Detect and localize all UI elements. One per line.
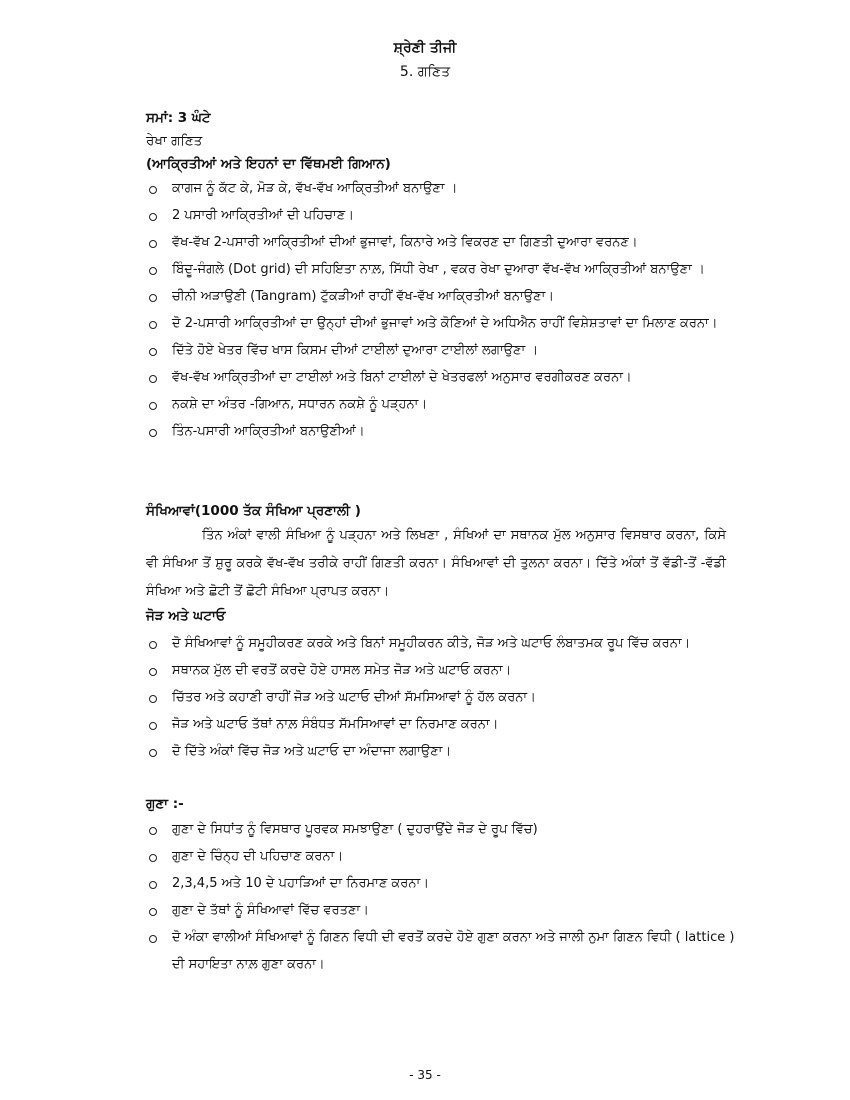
geometry-subheading: (ਆਕ੍ਰਿਤੀਆਂ ਅਤੇ ਇਹਨਾਂ ਦਾ ਵਿੱਥਮਈ ਗਿਆਨ): [146, 156, 391, 172]
list-item: ਦੋ ਦਿੱਤੇ ਅੰਕਾਂ ਵਿੱਚ ਜੋੜ ਅਤੇ ਘਟਾਓ ਦਾ ਅੰਦਾਜਾ ਲਗਾਉਣਾ।: [146, 738, 736, 765]
numbers-paragraph: ਤਿੰਨ ਅੰਕਾਂ ਵਾਲੀ ਸੰਖਿਆ ਨੂੰ ਪੜ੍ਹਨਾ ਅਤੇ ਲਿਖਣਾ , ਸੰਖਿਆਂ ਦਾ ਸਥਾਨਕ ਮੁੱਲ ਅਨੁਸਾਰ ਵਿਸਥਾਰ ਕਰਨਾ, ਕਿਸੇ ਵੀ ਸੰਖਿਆ ਤੋਂ ਸ਼ੁਰੂ ਕਰਕੇ ਵੱਖ-ਵੱਖ ਤਰੀਕੇ ਰਾਹੀਂ ਗਿਣਤੀ ਕਰਨਾ। ਸੰਖਿਆਵਾਂ ਦੀ ਤੁਲਨਾ ਕਰਨਾ। ਦਿੱਤੇ ਅੰਕਾਂ ਤੋਂ ਵੱਡੀ-ਤੋਂ -ਵੱਡੀ ਸੰਖਿਆ ਅਤੇ ਛੋਟੀ ਤੋਂ ਛੋਟੀ ਸੰਖਿਆ ਪ੍ਰਾਪਤ ਕਰਨਾ।: [146, 528, 726, 599]
page-title: ਸ਼੍ਰੇਣੀ ਤੀਜੀ: [393, 40, 457, 56]
time-allotted: ਸਮਾਂ: 3 ਘੰਟੇ: [146, 110, 211, 126]
numbers-heading: ਸੰਖਿਆਵਾਂ(1000 ਤੱਕ ਸੰਖਿਆ ਪ੍ਰਣਾਲੀ ): [146, 503, 361, 519]
list-item: ਸਥਾਨਕ ਮੁੱਲ ਦੀ ਵਰਤੋਂ ਕਰਦੇ ਹੋਏ ਹਾਸਲ ਸਮੇਤ ਜੋੜ ਅਤੇ ਘਟਾਓ ਕਰਨਾ।: [146, 657, 736, 684]
list-item: ਚੀਨੀ ਅੜਾਉਣੀ (Tangram) ਟੁੱਕੜੀਆਂ ਰਾਹੀਂ ਵੱਖ-ਵੱਖ ਆਕ੍ਰਿਤੀਆਂ ਬਨਾਉਣਾ।: [146, 283, 736, 310]
list-item: ਦੋ ਅੰਕਾ ਵਾਲੀਆਂ ਸੰਖਿਆਵਾਂ ਨੂੰ ਗਿਣਨ ਵਿਧੀ ਦੀ ਵਰਤੋਂ ਕਰਦੇ ਹੋਏ ਗੁਣਾ ਕਰਨਾ ਅਤੇ ਜਾਲੀ ਨੁਮਾ ਗਿਣਨ ਵਿਧੀ ( lattice ) ਦੀ ਸਹਾਇਤਾ ਨਾਲ਼ ਗੁਣਾ ਕਰਨਾ।: [146, 924, 736, 978]
geometry-list: [146, 175, 736, 445]
list-item: ਕਾਗਜ ਨੂੰ ਕੱਟ ਕੇ, ਮੋੜ ਕੇ, ਵੱਖ-ਵੱਖ ਆਕ੍ਰਿਤੀਆਂ ਬਨਾਉਣਾ ।: [146, 175, 736, 202]
page-number: - 35 -: [409, 1068, 441, 1082]
geometry-heading: ਰੇਖਾ ਗਣਿਤ: [146, 133, 203, 149]
page-subtitle: 5. ਗਣਿਤ: [399, 64, 451, 80]
list-item: ਗੁਣਾ ਦੇ ਤੱਥਾਂ ਨੂੰ ਸੰਖਿਆਵਾਂ ਵਿੱਚ ਵਰਤਣਾ।: [146, 897, 736, 924]
list-item: ਗੁਣਾ ਦੇ ਚਿੰਨ੍ਹ ਦੀ ਪਹਿਚਾਣ ਕਰਨਾ।: [146, 843, 736, 870]
list-item: 2 ਪਸਾਰੀ ਆਕ੍ਰਿਤੀਆਂ ਦੀ ਪਹਿਚਾਣ।: [146, 202, 736, 229]
addsub-heading: ਜੋੜ ਅਤੇ ਘਟਾਓ: [146, 608, 226, 624]
list-item: 2,3,4,5 ਅਤੇ 10 ਦੇ ਪਹਾੜਿਆਂ ਦਾ ਨਿਰਮਾਣ ਕਰਨਾ।: [146, 870, 736, 897]
multiplication-list: [146, 816, 736, 978]
list-item: ਦੋ 2-ਪਸਾਰੀ ਆਕ੍ਰਿਤੀਆਂ ਦਾ ਉਨ੍ਹਾਂ ਦੀਆਂ ਭੁਜਾਵਾਂ ਅਤੇ ਕੋਣਿਆਂ ਦੇ ਅਧਿਐਨ ਰਾਹੀਂ ਵਿਸ਼ੇਸ਼ਤਾਵਾਂ ਦਾ ਮਿਲਾਣ ਕਰਨਾ।: [146, 310, 736, 337]
list-item: ਦਿੱਤੇ ਹੋਏ ਖੇਤਰ ਵਿੱਚ ਖਾਸ ਕਿਸਮ ਦੀਆਂ ਟਾਈਲਾਂ ਦੁਆਰਾ ਟਾਈਲਾਂ ਲਗਾਉਣਾ ।: [146, 337, 736, 364]
list-item: ਵੱਖ-ਵੱਖ 2-ਪਸਾਰੀ ਆਕ੍ਰਿਤੀਆਂ ਦੀਆਂ ਭੁਜਾਵਾਂ, ਕਿਨਾਰੇ ਅਤੇ ਵਿਕਰਣ ਦਾ ਗਿਣਤੀ ਦੁਆਰਾ ਵਰਨਣ।: [146, 229, 736, 256]
multiplication-heading: ਗੁਣਾ :-: [146, 796, 184, 812]
list-item: ਨਕਸ਼ੇ ਦਾ ਅੰਤਰ -ਗਿਆਨ, ਸਧਾਰਨ ਨਕਸ਼ੇ ਨੂੰ ਪੜ੍ਹਨਾ।: [146, 391, 736, 418]
list-item: ਦੋ ਸੰਖਿਆਵਾਂ ਨੂੰ ਸਮੂਹੀਕਰਣ ਕਰਕੇ ਅਤੇ ਬਿਨਾਂ ਸਮੂਹੀਕਰਨ ਕੀਤੇ, ਜੋੜ ਅਤੇ ਘਟਾਓ ਲੰਬਾਤਮਕ ਰੂਪ ਵਿੱਚ ਕਰਨਾ।: [146, 630, 736, 657]
list-item: ਬਿੰਦੂ-ਜੰਗਲੇ (Dot grid) ਦੀ ਸਹਿਇਤਾ ਨਾਲ਼, ਸਿੱਧੀ ਰੇਖਾ , ਵਕਰ ਰੇਖਾ ਦੁਆਰਾ ਵੱਖ-ਵੱਖ ਆਕ੍ਰਿਤੀਆਂ ਬਨਾਉਣਾ ।: [146, 256, 736, 283]
list-item: ਗੁਣਾ ਦੇ ਸਿਧਾਂਤ ਨੂੰ ਵਿਸਥਾਰ ਪੂਰਵਕ ਸਮਝਾਉਣਾ ( ਦੁਹਰਾਉਂਦੇ ਜੋੜ ਦੇ ਰੂਪ ਵਿੱਚ): [146, 816, 736, 843]
addsub-list: [146, 630, 736, 765]
list-item: ਚਿੱਤਰ ਅਤੇ ਕਹਾਣੀ ਰਾਹੀਂ ਜੋੜ ਅਤੇ ਘਟਾਓ ਦੀਆਂ ਸੱਮਸਿਆਵਾਂ ਨੂੰ ਹੱਲ ਕਰਨਾ।: [146, 684, 736, 711]
list-item: ਤਿੰਨ-ਪਸਾਰੀ ਆਕ੍ਰਿਤੀਆਂ ਬਨਾਉਣੀਆਂ।: [146, 418, 736, 445]
list-item: ਜੋੜ ਅਤੇ ਘਟਾਓ ਤੱਥਾਂ ਨਾਲ਼ ਸੰਬੰਧਤ ਸੱਮਸਿਆਵਾਂ ਦਾ ਨਿਰਮਾਣ ਕਰਨਾ।: [146, 711, 736, 738]
list-item: ਵੱਖ-ਵੱਖ ਆਕ੍ਰਿਤੀਆਂ ਦਾ ਟਾਈਲਾਂ ਅਤੇ ਬਿਨਾਂ ਟਾਈਲਾਂ ਦੇ ਖੇਤਰਫਲਾਂ ਅਨੁਸਾਰ ਵਰਗੀਕਰਣ ਕਰਨਾ।: [146, 364, 736, 391]
